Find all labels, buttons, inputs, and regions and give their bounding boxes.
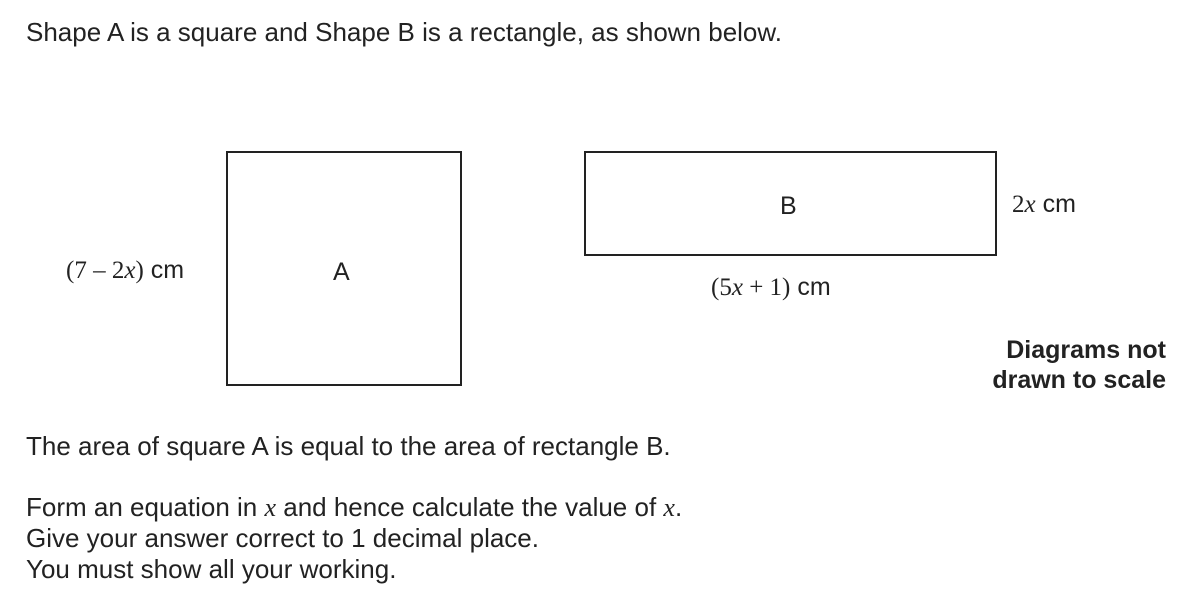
square-side-unit: cm [150, 256, 185, 284]
instruction-line-1-pre: Form an equation in [26, 492, 265, 522]
instruction-var-x-1: x [264, 493, 277, 522]
rectangle-width-open: (5 [711, 274, 732, 301]
instruction-line-1 [26, 492, 682, 523]
rectangle-height-coef: 2 [1012, 191, 1025, 218]
instruction-line-1-mid: and hence calculate the value of [276, 492, 664, 522]
instruction-line-3: You must show all your working. [26, 554, 397, 584]
scale-note-line2: drawn to scale [992, 366, 1166, 394]
instruction-line-2: Give your answer correct to 1 decimal place. [26, 523, 539, 553]
rectangle-height-var: x [1024, 191, 1036, 218]
area-statement: The area of square A is equal to the area of rectangle B. [26, 431, 671, 461]
rectangle-height-label [1012, 189, 1076, 220]
rectangle-width-close: + 1) [742, 274, 791, 301]
instruction-line-1-end: . [674, 492, 683, 522]
square-side-open: (7 – 2 [66, 257, 125, 284]
intro-text: Shape A is a square and Shape B is a rectangle, as shown below. [26, 17, 782, 47]
rectangle-b-label: B [780, 192, 797, 220]
instruction-var-x-2: x [663, 493, 675, 522]
square-a-label: A [333, 258, 350, 286]
scale-note [992, 335, 1166, 395]
square-side-label [66, 255, 184, 286]
square-side-close: ) [135, 257, 144, 284]
rectangle-width-unit: cm [797, 273, 831, 301]
rectangle-height-unit: cm [1042, 190, 1076, 218]
scale-note-line1: Diagrams not [1006, 336, 1166, 364]
rectangle-width-var: x [731, 274, 743, 301]
rectangle-width-label [711, 272, 831, 303]
square-side-var: x [124, 257, 136, 284]
